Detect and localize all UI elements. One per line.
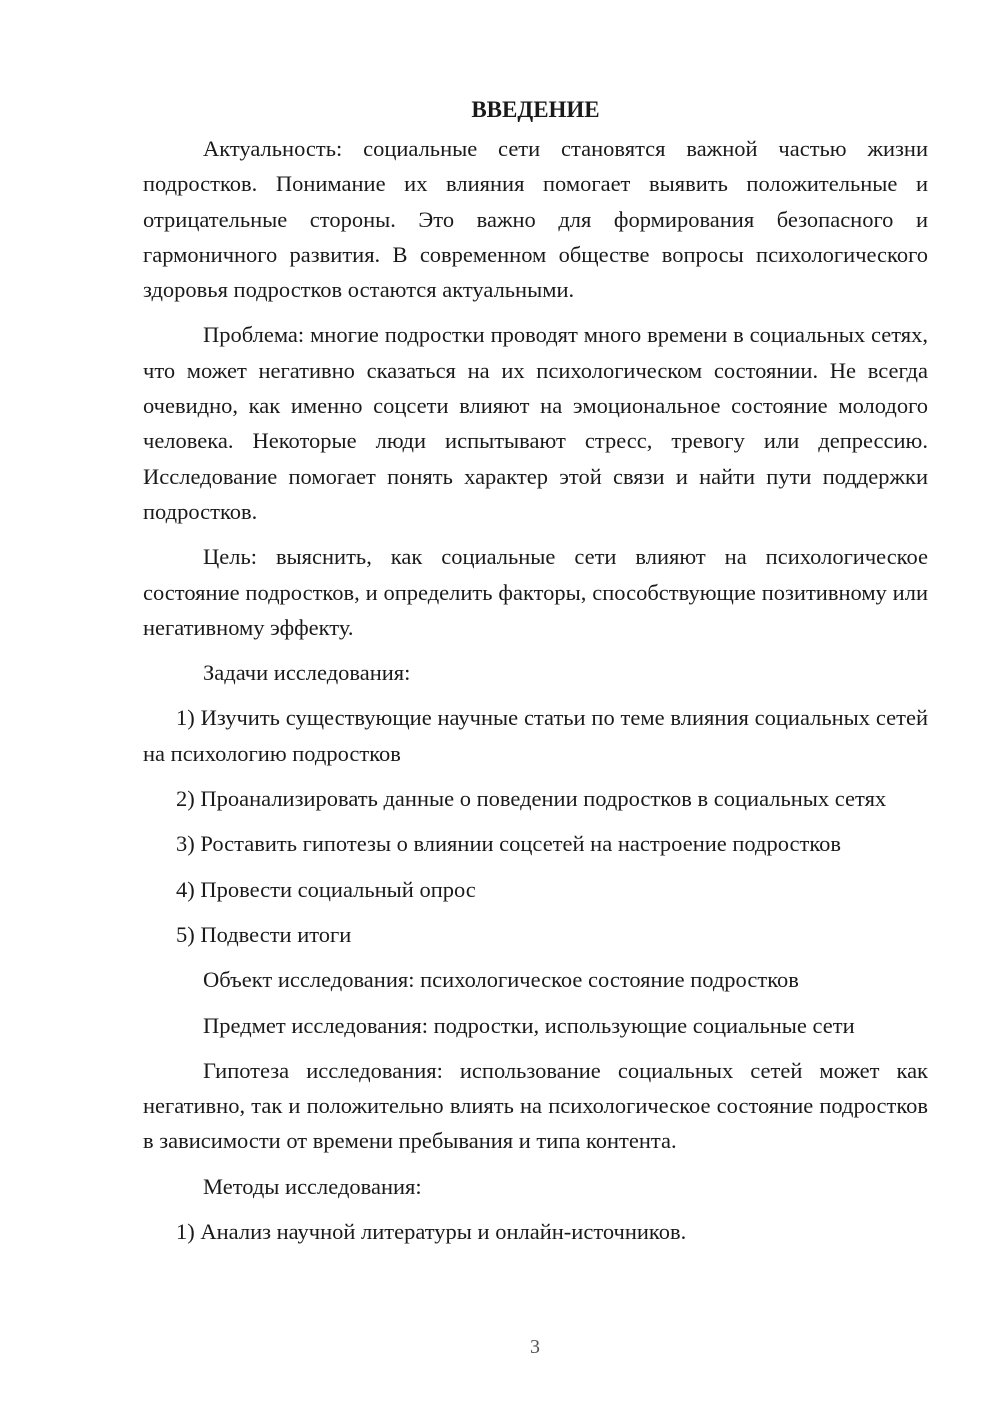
methods-title: Методы исследования:	[203, 1173, 422, 1199]
problem-paragraph: Проблема: многие подростки проводят много времени в социальных сетях, что может негативно сказаться на их психологическом состоянии. Не всегда очевидно, как именно соцсети влияют на эмоциональное состояние молодого человека. Некоторые люди испытывают стресс, тревогу или депрессию. Исследование помогает понять характер этой связи и найти пути поддержки подростков.	[143, 322, 928, 524]
task-item-2: 2) Проанализировать данные о поведении подростков в социальных сетях	[176, 786, 887, 812]
task-item-3: 3) Роставить гипотезы о влиянии соцсетей на настроение подростков	[176, 831, 842, 857]
task-item-1: 1) Изучить существующие научные статьи по теме влияния социальных сетей на психологию подростков	[143, 705, 928, 766]
method-item-1: 1) Анализ научной литературы и онлайн-источников.	[176, 1219, 687, 1245]
document-page	[143, 92, 928, 1259]
page-number: 3	[530, 1336, 540, 1358]
tasks-title: Задачи исследования:	[203, 660, 411, 686]
object-paragraph: Объект исследования: психологическое состояние подростков	[203, 967, 799, 993]
relevance-paragraph: Актуальность: социальные сети становятся важной частью жизни подростков. Понимание их влияния помогает выявить положительные и отрицательные стороны. Это важно для формирования безопасного и гармоничного развития. В современном обществе вопросы психологического здоровья подростков остаются актуальными.	[143, 136, 928, 303]
hypothesis-paragraph: Гипотеза исследования: использование социальных сетей может как негативно, так и положительно влиять на психологическое состояние подростков в зависимости от времени пребывания и типа контента.	[143, 1057, 928, 1154]
section-heading: ВВЕДЕНИЕ	[471, 97, 600, 122]
goal-paragraph: Цель: выяснить, как социальные сети влияют на психологическое состояние подростков, и определить факторы, способствующие позитивному или негативному эффекту.	[143, 544, 928, 640]
task-item-4: 4) Провести социальный опрос	[176, 876, 476, 902]
subject-paragraph: Предмет исследования: подростки, использующие социальные сети	[203, 1012, 855, 1038]
task-item-5: 5) Подвести итоги	[176, 921, 352, 947]
